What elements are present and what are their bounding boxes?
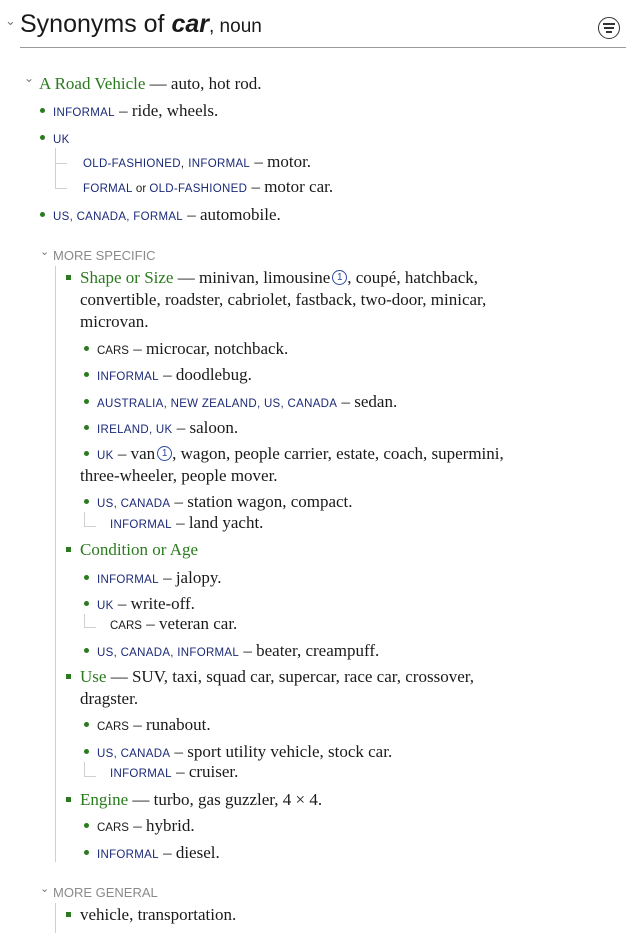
- shape-informal: [97, 364, 252, 388]
- sense-number-badge[interactable]: 1: [332, 270, 347, 285]
- section-line: [55, 903, 56, 933]
- synonym-words: – veteran car.: [141, 614, 238, 633]
- sense-heading: [39, 73, 262, 95]
- synonym-words: – beater, creampuff.: [239, 641, 380, 660]
- label-separator: ,: [180, 158, 185, 170]
- bullet: [84, 823, 89, 828]
- shape-australia: [97, 391, 397, 415]
- synonym-words: – sedan.: [337, 392, 398, 411]
- synonym-words: – saloon.: [172, 418, 239, 437]
- engine-informal: [97, 842, 220, 866]
- sense-title: A Road Vehicle: [39, 74, 146, 93]
- register-label: INFORMAL: [110, 768, 172, 780]
- register-label: INFORMAL: [110, 519, 172, 531]
- region-label: US, CANADA: [97, 498, 171, 510]
- bullet: [84, 451, 89, 456]
- region-label: UK: [53, 134, 70, 146]
- shape-uk-line-2: three-wheeler, people mover.: [80, 466, 278, 485]
- region-label: IRELAND, UK: [97, 424, 173, 436]
- synonym-words: – diesel.: [158, 843, 220, 862]
- synonym-words: – land yacht.: [171, 513, 264, 532]
- register-label: INFORMAL: [53, 107, 115, 119]
- bullet: [84, 425, 89, 430]
- tree-branch: [84, 627, 96, 628]
- engine-line-1: [80, 789, 322, 811]
- square-bullet: [66, 912, 71, 917]
- bullet: [84, 575, 89, 580]
- register-label: OLD-FASHIONED: [83, 158, 181, 170]
- bullet: [84, 372, 89, 377]
- menu-icon[interactable]: [598, 17, 620, 39]
- shape-line-2: convertible, roadster, cabriolet, fastback, two-door, minicar,: [80, 290, 487, 309]
- bullet: [84, 499, 89, 504]
- use-line-1: [80, 666, 474, 688]
- shape-line-1: [80, 267, 478, 289]
- shape-cars: [97, 338, 288, 362]
- tree-branch: [55, 163, 67, 164]
- tree-line: [84, 614, 85, 627]
- synonym-words: – runabout.: [128, 715, 211, 734]
- shape-ireland: [97, 417, 238, 441]
- more-general-label[interactable]: MORE GENERAL: [53, 885, 158, 900]
- register-label: INFORMAL: [188, 158, 251, 170]
- register-label: CARS: [97, 822, 129, 834]
- category-title: Shape or Size: [80, 268, 174, 287]
- bullet: [40, 212, 45, 217]
- use-us-canada-sub: [110, 761, 238, 785]
- synonym-words: – motor car.: [247, 177, 334, 196]
- region-label: UK: [97, 600, 114, 612]
- more-general-words: vehicle, transportation.: [80, 905, 237, 924]
- synonym-words: – automobile.: [183, 205, 281, 224]
- shape-uk-line-1: [97, 443, 504, 467]
- more-general-chevron-icon[interactable]: ⌄: [40, 882, 50, 895]
- synonym-words: – write-off.: [113, 594, 195, 613]
- title-prefix: Synonyms of: [20, 10, 172, 38]
- category-title: Condition or Age: [80, 540, 199, 559]
- condition-informal: [97, 567, 221, 591]
- condition-uk-sub: [110, 613, 237, 637]
- category-title: Engine: [80, 790, 129, 809]
- synonym-words: , wagon, people carrier, estate, coach, supermini,: [172, 444, 504, 463]
- synonym-words: – sport utility vehicle, stock car.: [170, 742, 393, 761]
- sense-chevron-icon[interactable]: ⌄: [24, 71, 35, 85]
- label-separator: or: [132, 183, 150, 195]
- tree-branch: [84, 526, 96, 527]
- bullet: [84, 749, 89, 754]
- bullet: [84, 601, 89, 606]
- register-label: INFORMAL: [97, 574, 159, 586]
- tree-branch: [55, 188, 67, 189]
- list-item-uk-sub-1: [83, 151, 311, 175]
- use-cars: [97, 714, 211, 738]
- synonym-words: – microcar, notchback.: [128, 339, 289, 358]
- square-bullet: [66, 797, 71, 802]
- use-line-2: dragster.: [80, 689, 139, 708]
- bullet: [84, 648, 89, 653]
- part-of-speech: , noun: [209, 16, 262, 37]
- sense-words: — auto, hot rod.: [145, 74, 262, 93]
- bullet: [84, 399, 89, 404]
- bullet: [84, 722, 89, 727]
- tree-line: [84, 762, 85, 776]
- square-bullet: [66, 547, 71, 552]
- register-label: CARS: [110, 620, 142, 632]
- section-line: [55, 266, 56, 862]
- synonym-words: – jalopy.: [158, 568, 222, 587]
- synonym-words: — turbo, gas guzzler, 4 × 4.: [128, 790, 323, 809]
- category-title: Use: [80, 667, 107, 686]
- synonym-words: – cruiser.: [171, 762, 239, 781]
- engine-cars: [97, 815, 195, 839]
- synonym-words: – station wagon, compact.: [170, 492, 353, 511]
- register-label: CARS: [97, 721, 129, 733]
- synonym-words: – doodlebug.: [158, 365, 252, 384]
- shape-line-3: microvan.: [80, 312, 149, 331]
- synonym-words: – hybrid.: [128, 816, 195, 835]
- synonym-words: – ride, wheels.: [114, 101, 219, 120]
- collapse-chevron-icon[interactable]: ⌄: [5, 14, 16, 29]
- tree-line: [55, 148, 56, 188]
- square-bullet: [66, 275, 71, 280]
- more-specific-chevron-icon[interactable]: ⌄: [40, 245, 50, 258]
- region-label: US, CANADA, INFORMAL: [97, 647, 240, 659]
- condition-title: [80, 539, 198, 561]
- register-label: OLD-FASHIONED: [149, 183, 248, 195]
- tree-branch: [84, 776, 96, 777]
- register-label: INFORMAL: [97, 849, 159, 861]
- shape-us-canada-sub: [110, 512, 263, 536]
- register-label: FORMAL: [83, 183, 133, 195]
- register-label: CARS: [97, 345, 129, 357]
- region-label: AUSTRALIA, NEW ZEALAND, US, CANADA: [97, 398, 338, 410]
- synonym-words: — SUV, taxi, squad car, supercar, race car, crossover,: [106, 667, 474, 686]
- synonym-words: , coupé, hatchback,: [347, 268, 479, 287]
- tree-line: [84, 512, 85, 526]
- region-label: US, CANADA: [97, 748, 171, 760]
- list-item-uk-sub-2: [83, 176, 333, 200]
- bullet: [40, 108, 45, 113]
- square-bullet: [66, 674, 71, 679]
- more-specific-label[interactable]: MORE SPECIFIC: [53, 248, 156, 263]
- region-label: US, CANADA, FORMAL: [53, 211, 184, 223]
- header-divider: [20, 47, 626, 48]
- sense-number-badge[interactable]: 1: [157, 446, 172, 461]
- register-label: INFORMAL: [97, 371, 159, 383]
- list-item-informal: [53, 100, 218, 124]
- synonym-words: — minivan, limousine: [173, 268, 331, 287]
- synonym-words: – van: [113, 444, 156, 463]
- bullet: [84, 346, 89, 351]
- synonym-words: – motor.: [250, 152, 312, 171]
- headword: car: [171, 10, 209, 38]
- list-item-us: [53, 204, 281, 228]
- region-label: UK: [97, 450, 114, 462]
- bullet: [84, 850, 89, 855]
- condition-us: [97, 640, 379, 664]
- bullet: [40, 135, 45, 140]
- page-title: [20, 10, 262, 39]
